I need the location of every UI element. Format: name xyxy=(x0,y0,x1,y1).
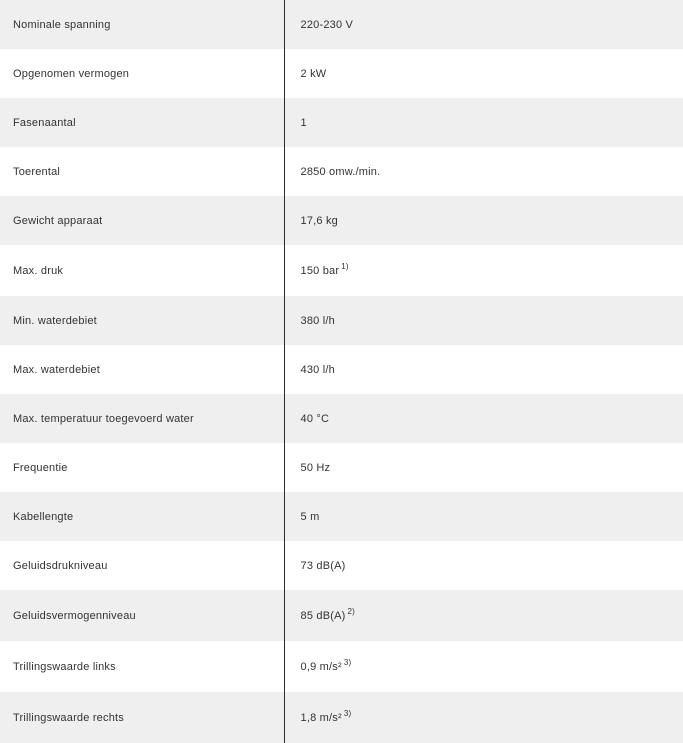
spec-value-text: 73 dB(A) xyxy=(300,559,346,572)
spec-value-text: 0,9 m/s² xyxy=(300,660,342,673)
spec-value-text: 220-230 V xyxy=(300,18,354,31)
spec-label: Geluidsvermogenniveau xyxy=(0,590,284,641)
footnote-marker: 3) xyxy=(343,708,352,718)
spec-value xyxy=(284,641,683,692)
spec-value-text: 2850 omw./min. xyxy=(300,165,381,178)
spec-value xyxy=(284,492,683,541)
table-row xyxy=(0,641,683,692)
spec-value-text: 380 l/h xyxy=(300,314,335,327)
table-row xyxy=(0,0,683,49)
spec-value xyxy=(284,147,683,196)
table-row xyxy=(0,692,683,743)
spec-value xyxy=(284,49,683,98)
spec-label: Nominale spanning xyxy=(0,0,284,49)
table-row xyxy=(0,443,683,492)
footnote-marker: 3) xyxy=(343,657,352,667)
spec-value xyxy=(284,345,683,394)
table-row xyxy=(0,245,683,296)
spec-label: Trillingswaarde rechts xyxy=(0,692,284,743)
spec-value-text: 430 l/h xyxy=(300,363,335,376)
spec-label: Geluidsdrukniveau xyxy=(0,541,284,590)
table-row xyxy=(0,296,683,345)
spec-value xyxy=(284,196,683,245)
spec-value-text: 5 m xyxy=(300,510,320,523)
spec-value-text: 40 °C xyxy=(300,412,330,425)
spec-value-text: 17,6 kg xyxy=(300,214,338,227)
table-row xyxy=(0,492,683,541)
spec-value-text: 1,8 m/s² xyxy=(300,711,342,724)
spec-value-text: 85 dB(A) xyxy=(300,609,346,622)
spec-value xyxy=(284,590,683,641)
spec-value xyxy=(284,443,683,492)
spec-value-text: 2 kW xyxy=(300,67,327,80)
spec-label: Kabellengte xyxy=(0,492,284,541)
table-row xyxy=(0,49,683,98)
spec-label: Max. waterdebiet xyxy=(0,345,284,394)
spec-value xyxy=(284,692,683,743)
spec-value xyxy=(284,0,683,49)
spec-label: Max. druk xyxy=(0,245,284,296)
spec-label: Max. temperatuur toegevoerd water xyxy=(0,394,284,443)
footnote-marker: 2) xyxy=(347,606,356,616)
spec-value-text: 150 bar xyxy=(300,264,340,277)
table-row xyxy=(0,345,683,394)
spec-value xyxy=(284,245,683,296)
table-row xyxy=(0,98,683,147)
spec-label: Fasenaantal xyxy=(0,98,284,147)
table-row xyxy=(0,394,683,443)
spec-label: Frequentie xyxy=(0,443,284,492)
spec-value xyxy=(284,541,683,590)
footnote-marker: 1) xyxy=(341,261,349,271)
spec-label: Gewicht apparaat xyxy=(0,196,284,245)
spec-value xyxy=(284,394,683,443)
spec-value-text: 1 xyxy=(300,116,307,129)
table-row xyxy=(0,541,683,590)
spec-label: Opgenomen vermogen xyxy=(0,49,284,98)
table-row xyxy=(0,196,683,245)
spec-label: Trillingswaarde links xyxy=(0,641,284,692)
spec-value xyxy=(284,296,683,345)
spec-value-text: 50 Hz xyxy=(300,461,331,474)
spec-value xyxy=(284,98,683,147)
spec-label: Toerental xyxy=(0,147,284,196)
table-row xyxy=(0,147,683,196)
table-row xyxy=(0,590,683,641)
spec-label: Min. waterdebiet xyxy=(0,296,284,345)
